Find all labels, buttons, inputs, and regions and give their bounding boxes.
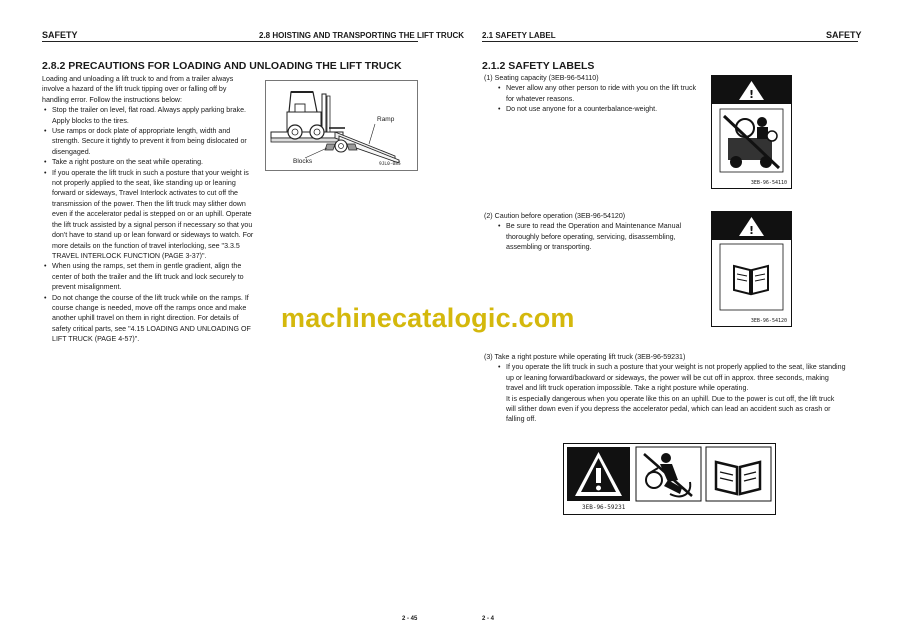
text-line: • If you operate the lift truck in such a posture that your weight is not properly applied to the seat, like standing [506,363,846,372]
blocks-label: Blocks [293,158,313,165]
safety-item-3-bullets [484,362,859,424]
text-line: thoroughly before operating, servicing, disassembling, [506,232,676,241]
text-line: not properly applied to the seat, like standing up or leaning [52,179,236,188]
left-body-text [42,74,262,345]
text-line: another uphill travel on them in right direction. For details of [52,314,239,323]
left-section-title: 2.8.2 PRECAUTIONS FOR LOADING AND UNLOADING THE LIFT TRUCK [42,60,402,72]
safety-item-1-bullets [484,83,704,114]
label-caution-before-operation [711,211,792,327]
bullet-item [42,157,262,167]
read-manual-icon [706,447,771,501]
bullet-item [496,104,704,114]
right-page-number: 2 - 4 [482,616,495,622]
no-rider-icon [720,109,783,172]
text-line: Apply blocks to the tires. [52,116,129,125]
right-header-rule [482,41,858,42]
bullet-item [42,168,262,262]
text-line: assembling or transporting. [506,243,592,252]
label-seating-capacity [711,75,792,189]
text-line: safety critical parts, see "4.15 LOADING AND UNLOADING OF [52,324,251,333]
bullet-item [496,221,703,252]
text-line: transmission of the power. Then the lift truck may slither down [52,199,246,208]
text-line: for whatever reasons. [506,94,575,103]
figure-code: 9JL0-085 [379,162,401,167]
safety-item-2-heading: (2) Caution before operation (3EB-96-54120) [484,212,626,220]
text-line: LIFT TRUCK (PAGE 4-57)". [52,335,140,344]
text-line: handling error. Follow the instructions below: [42,95,182,104]
text-line: involve a hazard of the lift truck tipping over or falling off by [42,85,227,94]
label-seating-capacity-art [712,76,791,188]
text-line: • Use ramps or dock plate of appropriate length, width and [52,127,231,136]
text-line: course change is needed, move off the ramps once and make [52,303,247,312]
text-line: falling off. [506,415,537,424]
text-line: • Stop the trailer on level, flat road. Always apply parking brake. [52,106,247,115]
svg-text:!: ! [748,224,755,237]
bullet-item [42,105,262,126]
left-header-rule [42,41,418,42]
ramp-label: Ramp [377,116,395,123]
text-line: prevent misalignment. [52,283,122,292]
bullet-item [42,126,262,157]
text-line: center of both the trailer and the lift truck and lock securely to [52,272,244,281]
text-line: will slither down even if you depress the accelerator pedal, which can lead an accident such as crash or [506,405,831,414]
text-line: • If you operate the lift truck in such a posture that your weight is [52,168,249,177]
right-section-title: 2.1.2 SAFETY LABELS [482,60,595,72]
text-line: It is especially dangerous when you operate like this on an uphill. Due to the power is cut off, the lift truck [506,394,835,403]
label-right-posture [563,443,776,515]
bullet-item [496,362,859,424]
forklift-ramp-figure [265,80,418,171]
read-manual-icon [720,244,783,310]
left-bullet-list [42,105,262,344]
text-line: TRAVEL INTERLOCK FUNCTION (PAGE 3-37)". [52,251,207,260]
bullet-item [42,261,262,292]
safety-item-3-heading: (3) Take a right posture while operating lift truck (3EB-96-59231) [484,353,686,361]
text-line: • Be sure to read the Operation and Maintenance Manual [506,222,682,231]
left-header-right: 2.8 HOISTING AND TRANSPORTING THE LIFT TRUCK [259,31,465,40]
text-line: disengaged. [52,147,91,156]
text-line: travel and lift truck operation impossible. Take a right posture while operating. [506,384,749,393]
safety-item-2-bullets [484,221,703,252]
text-line: • When using the ramps, set them in gentle gradient, align the [52,262,242,271]
left-page-number: 2 - 45 [402,616,418,622]
text-line: strength. Secure it tightly to prevent it from being dislocated or [52,137,247,146]
text-line: the lift truck assisted by a signal person if necessary so that you [52,220,253,229]
safety-item-2 [484,211,703,253]
watermark: machinecatalogic.com [281,303,575,333]
text-line: • Do not use anyone for a counterbalance-weight. [506,105,658,114]
text-line: forward or sideways, Travel Interlock activates to cut off the [52,189,238,198]
label-1-code: 3EB-96-54110 [750,180,787,186]
text-line: • Take a right posture on the seat while operating. [52,158,204,167]
text-line: don't have to stand up or lean forward or sideways to watch. For [52,231,254,240]
safety-item-1-heading: (1) Seating capacity (3EB-96-54110) [484,74,599,82]
warning-triangle-icon [567,447,630,501]
right-posture-icon [636,447,701,501]
text-line: up or leaning forward/backward or sideways, the power will be cut off in approx. three seconds, making [506,373,829,382]
safety-item-3 [484,352,859,425]
text-line: • Do not change the course of the lift truck while on the ramps. If [52,293,249,302]
label-3-code: 3EB-96-59231 [582,504,626,511]
bullet-item [496,83,704,104]
text-line: even if the accelerator pedal is stepped on or an uphill. Operate [52,210,252,219]
label-caution-art [712,212,791,326]
safety-item-1 [484,73,704,115]
label-2-code: 3EB-96-54120 [750,318,787,324]
forklift-on-ramp-illustration [265,80,418,171]
text-line: • Never allow any other person to ride with you on the lift truck [506,84,697,93]
left-header-left: SAFETY [42,30,78,40]
text-line: more details on the function of travel interlocking, see "3.3.5 [52,241,240,250]
text-line: Loading and unloading a lift truck to and from a trailer always [42,75,234,83]
left-intro [42,74,262,105]
bullet-item [42,293,262,345]
right-header-right: SAFETY [826,30,862,40]
right-header-left: 2.1 SAFETY LABEL [482,31,556,40]
svg-text:!: ! [748,88,755,101]
